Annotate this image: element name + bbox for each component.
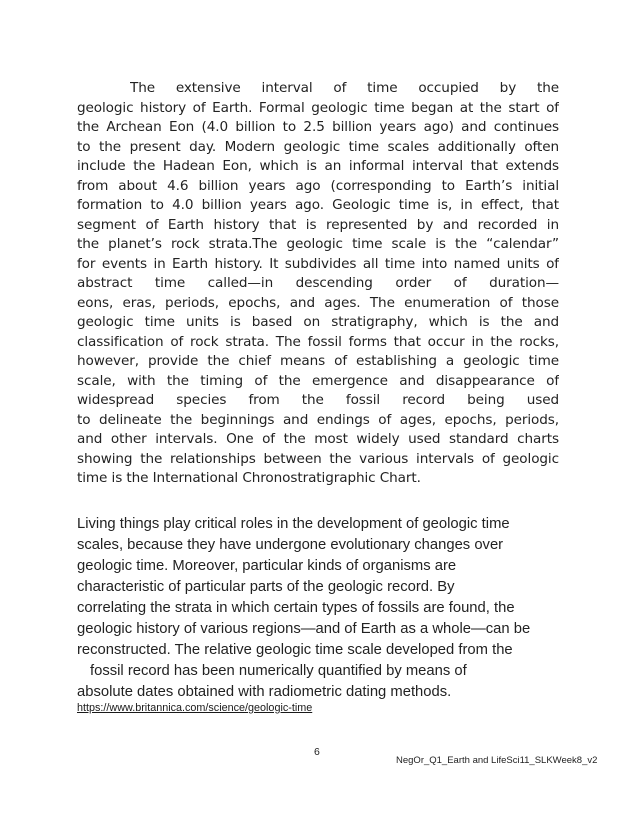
paragraph-line: geologic history of Earth. Formal geologic time began at the start of (77, 100, 559, 116)
paragraph-line: fossil record has been numerically quantified by means of (90, 663, 467, 679)
paragraph-line: characteristic of particular parts of the geologic record. By (77, 579, 455, 595)
paragraph-line: for events in Earth history. It subdivides all time into named units of (77, 256, 559, 272)
paragraph-line: to delineate the beginnings and endings of ages, epochs, periods, (77, 412, 559, 428)
paragraph-line: eons, eras, periods, epochs, and ages. The enumeration of those (77, 295, 559, 311)
paragraph-line: formation to 4.0 billion years ago. Geologic time is, in effect, that (77, 197, 559, 213)
paragraph-line: absolute dates obtained with radiometric dating methods. (77, 684, 452, 700)
page-number: 6 (314, 746, 320, 758)
paragraph-line: time is the International Chronostratigraphic Chart. (77, 470, 421, 486)
paragraph-line: from about 4.6 billion years ago (corresponding to Earth’s initial (77, 178, 559, 194)
paragraph-line: classification of rock strata. The fossil forms that occur in the rocks, (77, 334, 559, 350)
paragraph-line: segment of Earth history that is represented by and recorded in (77, 217, 559, 233)
paragraph-line: widespread species from the fossil record being used (77, 392, 559, 408)
source-link[interactable]: https://www.britannica.com/science/geologic-time (77, 702, 313, 714)
footer-label: NegOr_Q1_Earth and LifeSci11_SLKWeek8_v2 (396, 755, 598, 766)
paragraph-line: geologic history of various regions—and of Earth as a whole—can be (77, 621, 531, 637)
paragraph-line: geologic time units is based on stratigraphy, which is the and (77, 314, 559, 330)
paragraph-line: The extensive interval of time occupied by the (130, 80, 559, 96)
paragraph-line: showing the relationships between the various intervals of geologic (77, 451, 559, 467)
paragraph-line: the Archean Eon (4.0 billion to 2.5 billion years ago) and continues (77, 119, 559, 135)
paragraph-line: to the present day. Modern geologic time scales additionally often (77, 139, 559, 155)
paragraph-line: however, provide the chief means of establishing a geologic time (77, 353, 559, 369)
paragraph-line: reconstructed. The relative geologic time scale developed from the (77, 642, 513, 658)
paragraph-line: the planet’s rock strata.The geologic time scale is the “calendar” (77, 236, 559, 252)
paragraph-line: correlating the strata in which certain types of fossils are found, the (77, 600, 515, 616)
paragraph-line: scales, because they have undergone evolutionary changes over (77, 537, 504, 553)
paragraph-line: Living things play critical roles in the development of geologic time (77, 516, 510, 532)
paragraph-line: scale, with the timing of the emergence and disappearance of (77, 373, 559, 389)
paragraph-line: include the Hadean Eon, which is an informal interval that extends (77, 158, 559, 174)
paragraph-line: geologic time. Moreover, particular kinds of organisms are (77, 558, 457, 574)
paragraph-line: and other intervals. One of the most widely used standard charts (77, 431, 559, 447)
paragraph-line: abstract time called—in descending order of duration— (77, 275, 559, 291)
